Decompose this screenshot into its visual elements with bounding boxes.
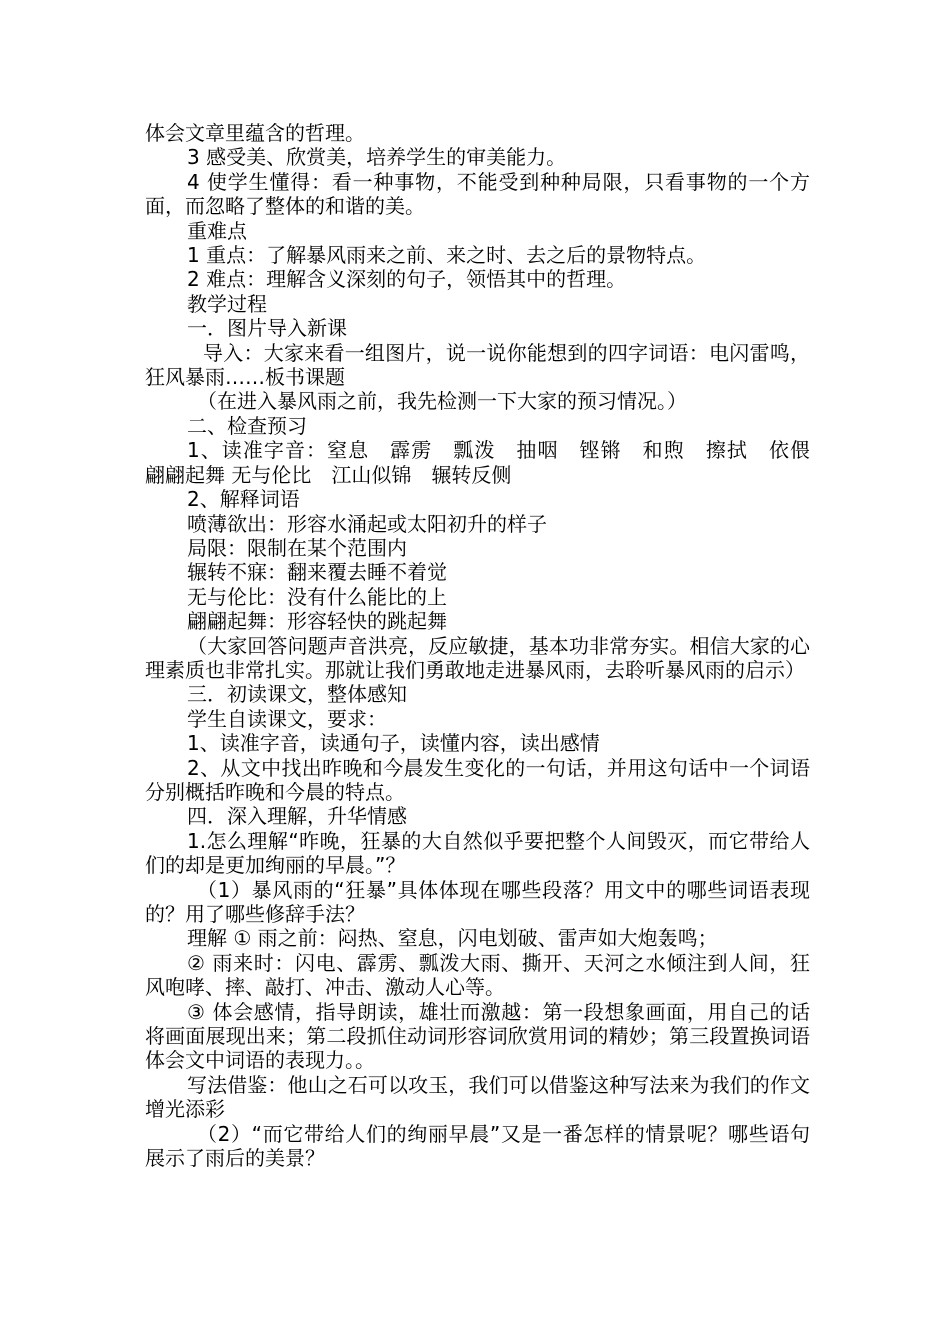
definition-item: 翩翩起舞：形容轻快的跳起舞 [187, 609, 447, 634]
paragraph: 体会文章里蕴含的哲理。 [145, 121, 365, 145]
paragraph: 3 感受美、欣赏美，培养学生的审美能力。 [187, 145, 567, 170]
section-heading: 教学过程 [187, 291, 267, 316]
paragraph: 1.怎么理解“昨晚，狂暴的大自然似乎要把整个人间毁灭，而它带给人们的却是更加绚丽的早晨。”？ [145, 828, 810, 878]
paragraph: 写法借鉴：他山之石可以攻玉，我们可以借鉴这种写法来为我们的作文增光添彩 [145, 1072, 810, 1122]
paragraph: （大家回答问题声音洪亮，反应敏捷，基本功非常夯实。相信大家的心理素质也非常扎实。那就让我们勇敢地走进暴风雨，去聆听暴风雨的启示） [145, 633, 810, 682]
paragraph: 2 难点：理解含义深刻的句子，领悟其中的哲理。 [187, 267, 627, 292]
section-heading: 四．深入理解，升华情感 [187, 804, 407, 829]
section-heading: 二、检查预习 [187, 413, 307, 438]
paragraph: 2、从文中找出昨晚和今晨发生变化的一句话，并用这句话中一个词语分别概括昨晚和今晨的特点。 [145, 755, 810, 804]
definition-item: 辗转不寐：翻来覆去睡不着觉 [187, 560, 447, 585]
section-heading: 一．图片导入新课 [187, 316, 347, 341]
paragraph: （2）“而它带给人们的绚丽早晨”又是一番怎样的情景呢？哪些语句展示了雨后的美景？ [145, 1121, 810, 1171]
definition-item: 喷薄欲出：形容水涌起或太阳初升的样子 [187, 511, 547, 536]
section-heading: 重难点 [187, 218, 247, 243]
section-heading: 三．初读课文，整体感知 [187, 682, 407, 707]
paragraph: （在进入暴风雨之前，我先检测一下大家的预习情况。） [197, 389, 687, 414]
paragraph: 1、读准字音，读通句子，读懂内容，读出感情 [187, 731, 600, 756]
paragraph: （1）暴风雨的“狂暴”具体体现在哪些段落？用文中的哪些词语表现的？用了哪些修辞手法？ [145, 877, 810, 926]
paragraph: 2、解释词语 [187, 487, 300, 512]
definition-item: 局限：限制在某个范围内 [187, 535, 407, 560]
paragraph: 1、读准字音：窒息 霹雳 瓢泼 抽咽 铿锵 和煦 擦拭 依偎 翩翩起舞 无与伦比 江山似锦 辗转反侧 [145, 438, 830, 487]
paragraph: 理解 ① 雨之前：闷热、窒息，闪电划破、雷声如大炮轰鸣； [187, 926, 718, 951]
paragraph: 1 重点：了解暴风雨来之前、来之时、去之后的景物特点。 [187, 243, 707, 268]
paragraph: 导入：大家来看一组图片，说一说你能想到的四字词语：电闪雷鸣，狂风暴雨……板书课题 [145, 340, 810, 390]
paragraph: 学生自读课文，要求： [187, 706, 387, 731]
definition-item: 无与伦比：没有什么能比的上 [187, 584, 447, 609]
paragraph: ② 雨来时：闪电、霹雳、瓢泼大雨、撕开、天河之水倾注到人间，狂风咆哮、摔、敲打、冲击、激动人心等。 [145, 950, 810, 1000]
document-body [145, 121, 830, 1171]
paragraph: ③ 体会感情，指导朗读，雄壮而激越：第一段想象画面，用自己的话将画面展现出来；第二段抓住动词形容词欣赏用词的精妙；第三段置换词语体会文中词语的表现力。。 [145, 999, 810, 1073]
paragraph: 4 使学生懂得：看一种事物，不能受到种种局限，只看事物的一个方面，而忽略了整体的和谐的美。 [145, 169, 810, 219]
